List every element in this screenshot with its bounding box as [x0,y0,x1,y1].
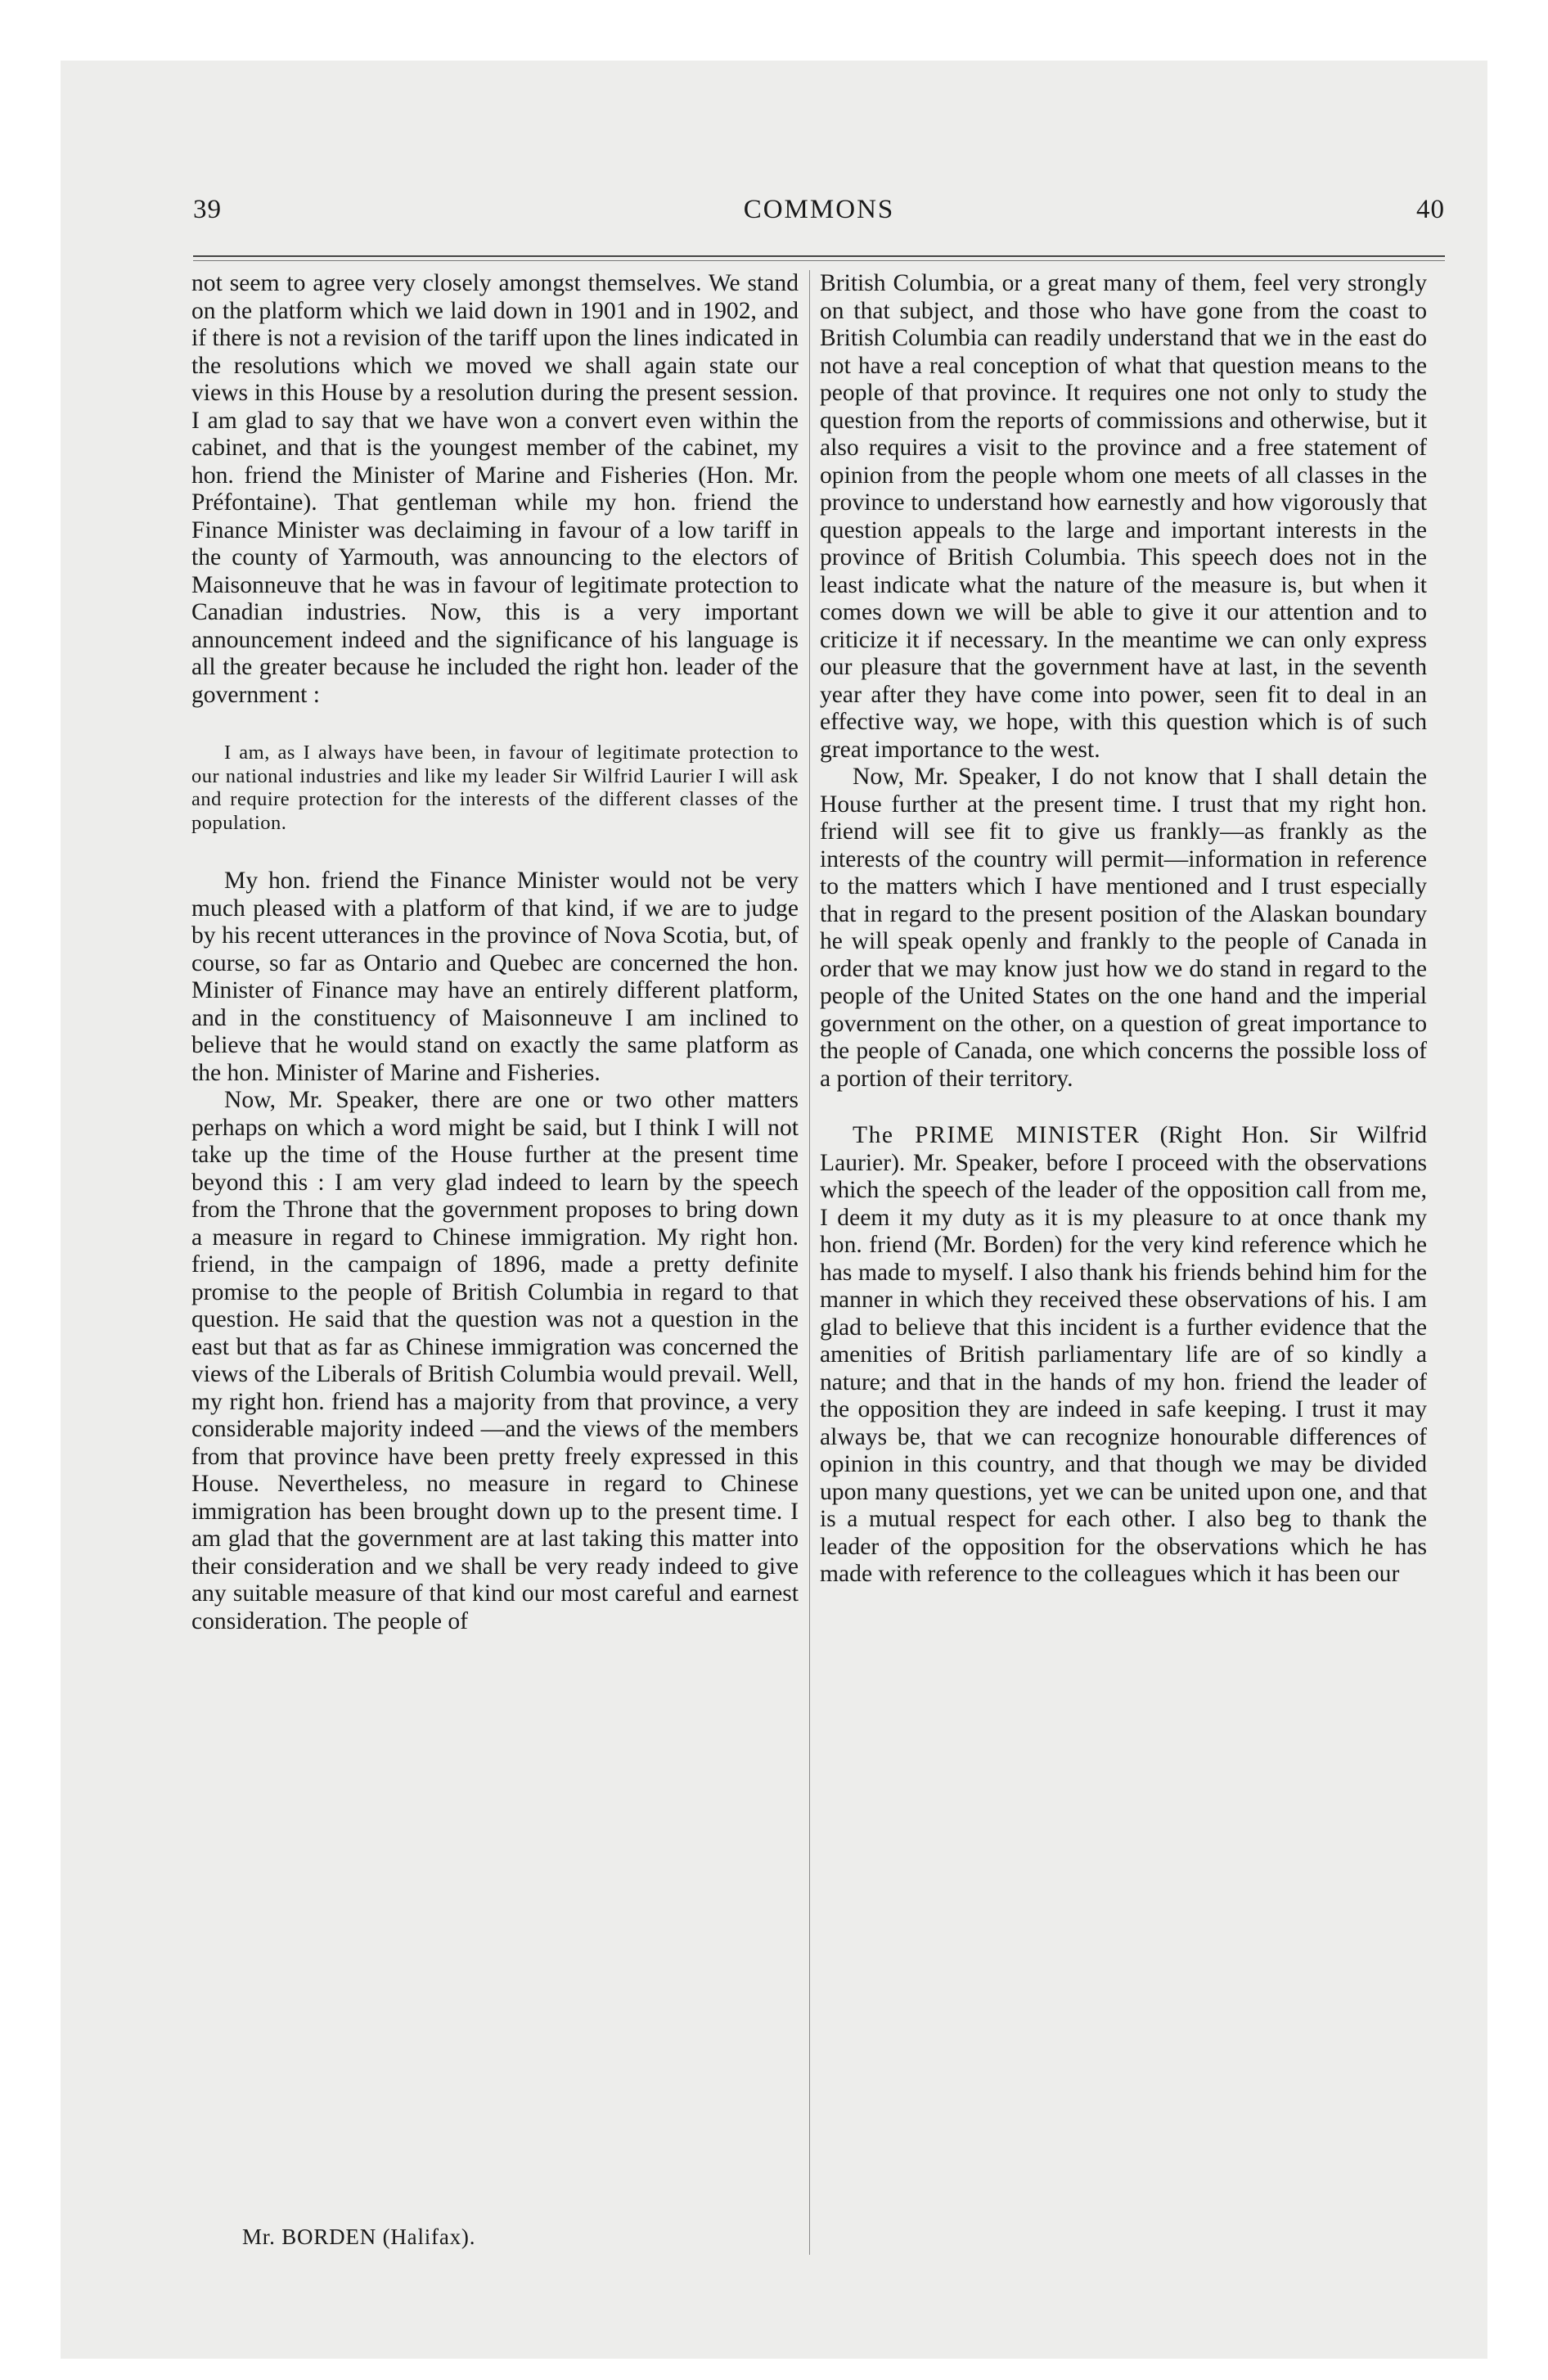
block-quote: I am, as I always have been, in favour of legitimate protection to our national industries and like my leader Sir Wilfrid Laurier I will ask and require protection for the interests of the different classes of the population. [191,741,799,834]
column-divider [809,270,810,2255]
header-rule [193,255,1445,257]
page-header [193,195,1445,236]
left-column [191,270,799,1635]
page-footer-speaker: Mr. BORDEN (Halifax). [242,2224,476,2249]
paragraph: Now, Mr. Speaker, there are one or two other matters perhaps on which a word might be said, but I think I will not take up the time of the House further at the present time beyond this : I am very glad indeed to learn by the speech from the Throne that the government proposes to bring down a measure in regard to Chinese immigration. My right hon. friend, in the campaign of 1896, made a pretty definite promise to the people of British Columbia in regard to that question. He said that the question was not a question in the east but that as far as Chinese immigration was concerned the views of the Liberals of British Columbia would prevail. Well, my right hon. friend has a majority from that province, a very considerable majority indeed —and the views of the members from that province have been pretty freely expressed in this House. Nevertheless, no measure in regard to Chinese immigration has been brought down up to the present time. I am glad that the government are at last taking this matter into their consideration and we shall be very ready indeed to give any suitable measure of that kind our most careful and earnest consideration. The people of [191,1087,799,1634]
speech-paragraph [820,1122,1427,1589]
page-number-left: 39 [193,195,222,224]
paragraph: not seem to agree very closely amongst themselves. We stand on the platform which we laid down in 1901 and in 1902, and if there is not a revision of the tariff upon the lines indicated in the resolutions which we moved we shall again state our views in this House by a resolution during the present session. I am glad to say that we have won a convert even within the cabinet, and that is the youngest member of the cabinet, my hon. friend the Minister of Marine and Fisheries (Hon. Mr. Préfontaine). That gentleman while my hon. friend the Finance Minister was declaiming in favour of a low tariff in the county of Yarmouth, was announcing to the electors of Maisonneuve that he was in favour of legitimate protection to Canadian industries. Now, this is a very important announcement indeed and the significance of his language is all the greater because he included the right hon. leader of the government : [191,270,799,708]
speaker-name: The PRIME MINISTER [853,1122,1141,1148]
page-number-right: 40 [1416,195,1445,224]
paragraph: My hon. friend the Finance Minister would not be very much pleased with a platform of that kind, if we are to judge by his recent utterances in the province of Nova Scotia, but, of course, so far as Ontario and Quebec are concerned the hon. Minister of Finance may have an entirely different platform, and in the constituency of Maisonneuve I am inclined to believe that he would stand on exactly the same platform as the hon. Minister of Marine and Fisheries. [191,868,799,1086]
header-rule-thin [193,260,1445,261]
speech-text: (Right Hon. Sir Wilfrid Laurier). Mr. Speaker, before I proceed with the observations which the speech of the leader of the opposition call from me, I deem it my duty as it is my pleasure to at once thank my hon. friend (Mr. Borden) for the very kind reference which he has made to myself. I also thank his friends behind him for the manner in which they received these observations of his. I am glad to believe that this incident is a further evidence that the amenities of British parliamentary life are of so kindly a nature; and that in the hands of my hon. friend the leader of the opposition they are indeed in safe keeping. I trust it may always be, that we can recognize honourable differences of opinion in this country, and that though we may be divided upon many questions, yet we can be united upon one, and that is a mutual respect for each other. I also beg to thank the leader of the opposition for the observations which he has made with reference to the colleagues which it has been our [820,1122,1428,1587]
right-column [820,270,1427,1589]
paragraph: British Columbia, or a great many of them, feel very strongly on that subject, and those who have gone from the coast to British Columbia can readily understand that we in the east do not have a real conception of what that question means to the people of that province. It requires one not only to study the question from the reports of commissions and otherwise, but it also requires a visit to the province and a free statement of opinion from the people whom one meets of all classes in the province to understand how earnestly and how vigorously that question appeals to the large and important interests in the province of British Columbia. This speech does not in the least indicate what the nature of the measure is, but when it comes down we will be able to give it our attention and to criticize it if necessary. In the meantime we can only express our pleasure that the government have at last, in the seventh year after they have come into power, seen fit to deal in an effective way, we hope, with this question which is of such great importance to the west. [820,270,1427,763]
paragraph: Now, Mr. Speaker, I do not know that I shall detain the House further at the present time. I trust that my right hon. friend will see fit to give us frankly—as frankly as the interests of the country will permit—information in reference to the matters which I have mentioned and I trust especially that in regard to the present position of the Alaskan boundary he will speak openly and frankly to the people of Canada in order that we may know just how we do stand in regard to the people of the United States on the one hand and the imperial government on the other, on a question of great importance to the people of Canada, one which concerns the possible loss of a portion of their territory. [820,764,1427,1092]
page-title: COMMONS [743,195,895,224]
